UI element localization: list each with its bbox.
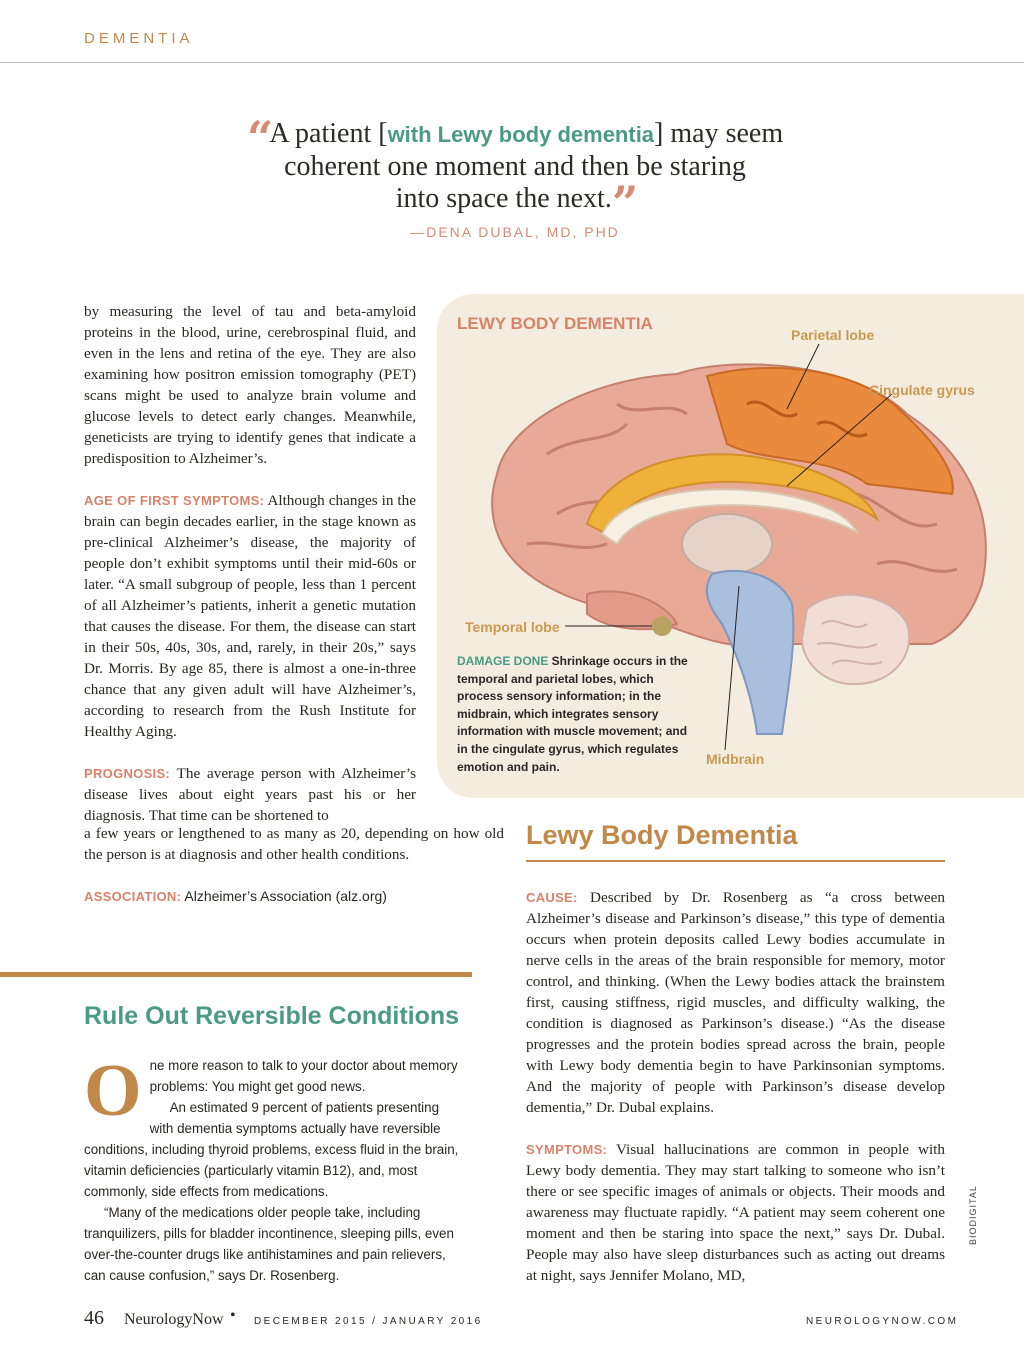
quote-text-line3: into space the next. — [395, 183, 612, 214]
age-label: AGE OF FIRST SYMPTOMS: — [84, 493, 265, 508]
damage-label: DAMAGE DONE — [457, 654, 549, 668]
open-quote-mark: “ — [246, 111, 270, 165]
page-number: 46 — [84, 1307, 104, 1329]
symptoms-paragraph — [526, 1139, 945, 1286]
website-url[interactable]: NEUROLOGYNOW.COM — [806, 1316, 959, 1327]
drop-cap: O — [84, 1050, 142, 1132]
sidebar-body — [84, 1050, 464, 1286]
sidebar-paragraph-3: “Many of the medications older people take, including tranquilizers, pills for bladder incontinence, sleeping pills, even over-the-counter drugs like antihistamines and pain relievers, can cause confusion,” says Dr. Rosenberg. — [84, 1205, 454, 1283]
left-column — [84, 301, 416, 826]
close-quote-mark: ” — [611, 176, 635, 230]
image-credit: BIODIGITAL — [968, 1185, 978, 1245]
damage-description: Shrinkage occurs in the temporal and parietal lobes, which process sensory information; in the midbrain, which integrates sensory information with muscle movement; and in the cingulate gyrus, which regulates emotion and pain. — [457, 654, 688, 774]
association-link[interactable]: alz.org — [340, 888, 383, 904]
cause-paragraph — [526, 887, 945, 1118]
lewy-heading: Lewy Body Dementia — [526, 820, 798, 850]
damage-caption — [457, 653, 697, 776]
midbrain-region — [707, 571, 794, 734]
prognosis-text-wide: a few years or lengthened to as many as 20, depending on how old the person is at diagnosis and other health conditions. — [84, 825, 504, 863]
cause-text: Described by Dr. Rosenberg as “a cross between Alzheimer’s disease and Parkinson’s disease,” this type of dementia occurs when protein deposits called Lewy bodies accumulate in nerve cells in the areas of the brain responsible for memory, motor control, and thinking. (When the Lewy bodies attack the brainstem first, causing stiffness, rigid muscles, and difficulty walking, the condition is diagnosed as Parkinson’s disease.) “As the disease progresses and the protein bodies spread across the brain, people with Lewy body dementia begin to have Parkinsonian symptoms. And the majority of people with Parkinson’s disease develop dementia,” Dr. Dubal explains. — [526, 889, 945, 1116]
footer-bullet: • — [230, 1307, 236, 1324]
header-divider — [0, 62, 1024, 63]
age-text: Although changes in the brain can begin decades earlier, in the stage known as pre-clinical Alzheimer’s disease, the majority of people don’t exhibit symptoms until their mid-60s or later. “A small subgroup of people, less than 1 percent of all Alzheimer’s patients, inherit a genetic mutation that causes the disease. For them, the disease can start in their 50s, 40s, 30s, and, rarely, in their 20s,” says Dr. Morris. By age 85, there is almost a one-in-three chance that any given adult will have Alzheimer’s, according to research from the Rush Institute for Healthy Aging. — [84, 492, 416, 740]
prognosis-label: PROGNOSIS: — [84, 766, 171, 781]
association-label: ASSOCIATION: — [84, 889, 182, 904]
label-cingulate-gyrus: Cingulate gyrus — [869, 382, 975, 398]
lewy-heading-rule — [526, 860, 945, 862]
quote-highlight: with Lewy body dementia — [387, 122, 655, 147]
sidebar-heading: Rule Out Reversible Conditions — [84, 1002, 460, 1030]
sidebar-paragraph-2: An estimated 9 percent of patients presenting with dementia symptoms actually have reversible conditions, including thyroid problems, excess fluid in the brain, vitamin deficiencies (particularly vitamin B12), and, most commonly, side effects from medications. — [84, 1100, 459, 1199]
quote-text-line2: coherent one moment and then be staring — [284, 151, 746, 182]
sidebar-paragraph-1: ne more reason to talk to your doctor about memory problems: You might get good news. — [149, 1058, 458, 1094]
issue-date: DECEMBER 2015 / JANUARY 2016 — [254, 1316, 483, 1327]
label-temporal-lobe: Temporal lobe — [465, 619, 560, 635]
pull-quote — [200, 111, 830, 230]
section-header: DEMENTIA — [84, 30, 194, 47]
right-column — [526, 887, 945, 1286]
quote-text-start: A patient [ — [269, 118, 388, 149]
diagram-title: LEWY BODY DEMENTIA — [457, 314, 653, 333]
publication-name: NeurologyNow — [124, 1311, 224, 1328]
quote-attribution: —DENA DUBAL, MD, PHD — [410, 224, 620, 240]
association-line — [84, 888, 387, 904]
prognosis-continued — [84, 823, 504, 865]
symptoms-label: SYMPTOMS: — [526, 1142, 608, 1157]
symptoms-text: Visual hallucinations are common in people with Lewy body dementia. They may start talking to someone who isn’t there or see specific images of animals or objects. Their moods and awareness may fluctuate rapidly. “A patient may seem coherent one moment and then be staring into space the next,” says Dr. Dubal. People may also have sleep disturbances such as acting out dreams at night, says Jennifer Molano, MD, — [526, 1141, 945, 1284]
association-close: ) — [382, 888, 387, 904]
label-midbrain: Midbrain — [706, 751, 765, 767]
prognosis-text: The average person with Alzheimer’s disease lives about eight years past his or her diagnosis. That time can be shortened to — [84, 765, 416, 824]
age-paragraph — [84, 490, 416, 742]
cause-label: CAUSE: — [526, 890, 578, 905]
cerebellum — [802, 595, 909, 684]
intro-paragraph: by measuring the level of tau and beta-amyloid proteins in the blood, urine, cerebrospinal fluid, and even in the lens and retina of the eye. They are also examining how positron emission tomography (PET) scans might be used to analyze brain volume and glucose levels to detect early changes. Meanwhile, geneticists are trying to identify genes that indicate a predisposition to Alzheimer’s. — [84, 303, 416, 467]
quote-text-line1-end: ] may seem — [654, 118, 784, 149]
prognosis-paragraph — [84, 763, 416, 826]
label-parietal-lobe: Parietal lobe — [791, 327, 875, 343]
association-text: Alzheimer’s Association ( — [181, 888, 341, 904]
sidebar-top-rule — [0, 972, 472, 977]
